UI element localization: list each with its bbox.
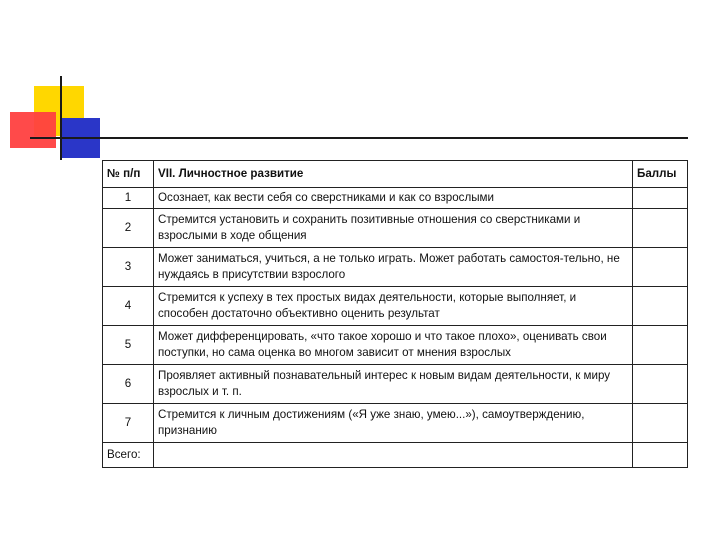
row-number: 4 — [103, 287, 154, 326]
table-row — [103, 404, 688, 443]
table-row — [103, 209, 688, 248]
row-criterion: Стремится к успеху в тех простых видах деятельности, которые выполняет, и способен достаточно объективно оценить результат — [154, 287, 633, 326]
row-score-cell — [633, 326, 688, 365]
header-score: Баллы — [633, 161, 688, 188]
row-number: 5 — [103, 326, 154, 365]
total-score-cell — [633, 443, 688, 468]
row-number: 3 — [103, 248, 154, 287]
row-criterion: Осознает, как вести себя со сверстниками и как со взрослыми — [154, 188, 633, 209]
table-row — [103, 188, 688, 209]
row-number: 2 — [103, 209, 154, 248]
row-score-cell — [633, 248, 688, 287]
row-score-cell — [633, 404, 688, 443]
row-number: 1 — [103, 188, 154, 209]
header-number: № п/п — [103, 161, 154, 188]
row-criterion: Может заниматься, учиться, а не только играть. Может работать самостоя-тельно, не нуждаясь в присутствии взрослого — [154, 248, 633, 287]
table-header-row — [103, 161, 688, 188]
total-label: Всего: — [103, 443, 154, 468]
row-criterion: Проявляет активный познавательный интерес к новым видам деятельности, к миру взрослых и т. п. — [154, 365, 633, 404]
table-row — [103, 326, 688, 365]
table-row — [103, 365, 688, 404]
row-score-cell — [633, 365, 688, 404]
decor-red-square — [10, 112, 56, 148]
total-empty-cell — [154, 443, 633, 468]
row-criterion: Может дифференцировать, «что такое хорошо и что такое плохо», оценивать свои поступки, но сама оценка во многом зависит от мнения взрослых — [154, 326, 633, 365]
row-score-cell — [633, 188, 688, 209]
row-score-cell — [633, 209, 688, 248]
row-criterion: Стремится к личным достижениям («Я уже знаю, умею...»), самоутверждению, признанию — [154, 404, 633, 443]
assessment-table — [102, 160, 688, 468]
row-score-cell — [633, 287, 688, 326]
row-criterion: Стремится установить и сохранить позитивные отношения со сверстниками и взрослыми в ходе общения — [154, 209, 633, 248]
row-number: 7 — [103, 404, 154, 443]
row-number: 6 — [103, 365, 154, 404]
decor-vertical-line — [60, 76, 62, 160]
header-section-title: VII. Личностное развитие — [154, 161, 633, 188]
table-row — [103, 248, 688, 287]
table-total-row — [103, 443, 688, 468]
decor-horizontal-line — [30, 137, 688, 139]
table-row — [103, 287, 688, 326]
